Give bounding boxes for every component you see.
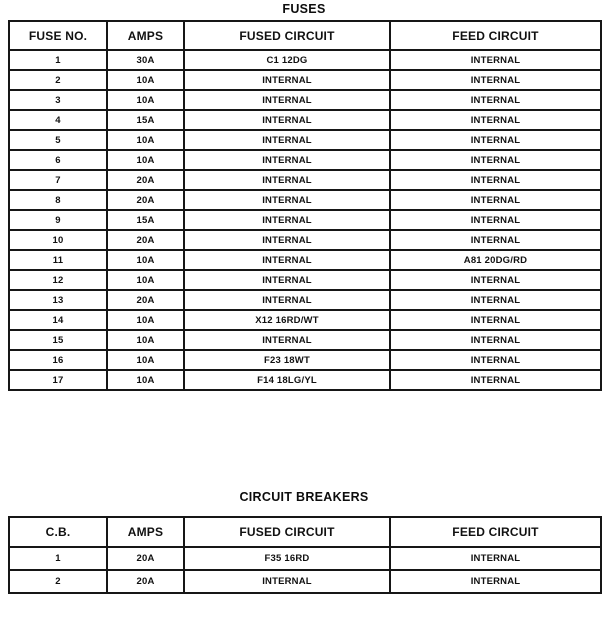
table-row [9,570,601,593]
table-cell: X12 16RD/WT [184,310,390,330]
table-cell: 20A [107,170,184,190]
table-cell: 14 [9,310,107,330]
table-cell: A81 20DG/RD [390,250,601,270]
table-cell: INTERNAL [184,210,390,230]
table-cell: 11 [9,250,107,270]
table-cell: 30A [107,50,184,70]
table-cell: INTERNAL [184,330,390,350]
circuit-breakers-table [8,516,602,594]
column-header: FEED CIRCUIT [390,517,601,547]
table-cell: 1 [9,50,107,70]
column-header: AMPS [107,21,184,50]
table-cell: INTERNAL [390,170,601,190]
table-cell: 20A [107,290,184,310]
table-row [9,70,601,90]
table-row [9,310,601,330]
table-row [9,210,601,230]
table-cell: INTERNAL [184,290,390,310]
fuses-table [8,20,602,391]
table-cell: 3 [9,90,107,110]
table-cell: INTERNAL [184,270,390,290]
column-header: C.B. [9,517,107,547]
table-cell: 8 [9,190,107,210]
table-cell: 10A [107,70,184,90]
table-cell: INTERNAL [390,290,601,310]
table-row [9,330,601,350]
table-cell: INTERNAL [390,570,601,593]
table-cell: F35 16RD [184,547,390,570]
table-cell: INTERNAL [184,90,390,110]
table-cell: 10A [107,130,184,150]
table-row [9,547,601,570]
table-cell: INTERNAL [390,270,601,290]
table-cell: INTERNAL [390,90,601,110]
table-cell: INTERNAL [390,50,601,70]
table-cell: 10A [107,150,184,170]
column-header: FUSED CIRCUIT [184,517,390,547]
table-cell: INTERNAL [184,70,390,90]
table-cell: 10A [107,270,184,290]
table-cell: INTERNAL [184,170,390,190]
table-cell: 20A [107,190,184,210]
table-cell: INTERNAL [390,190,601,210]
table-cell: 10A [107,330,184,350]
table-row [9,270,601,290]
table-cell: 9 [9,210,107,230]
table-cell: INTERNAL [390,150,601,170]
table-cell: INTERNAL [184,150,390,170]
table-cell: 20A [107,230,184,250]
table-cell: 16 [9,350,107,370]
table-row [9,350,601,370]
table-cell: 13 [9,290,107,310]
table-cell: 20A [107,570,184,593]
table-row [9,50,601,70]
table-cell: 10A [107,250,184,270]
table-cell: 10A [107,90,184,110]
table-cell: INTERNAL [184,570,390,593]
table-cell: 5 [9,130,107,150]
table-cell: 15A [107,110,184,130]
table-cell: 17 [9,370,107,390]
table-row [9,230,601,250]
table-cell: 20A [107,547,184,570]
table-cell: 2 [9,570,107,593]
table-row [9,150,601,170]
column-header: FUSED CIRCUIT [184,21,390,50]
table-cell: INTERNAL [390,130,601,150]
table-cell: INTERNAL [184,230,390,250]
circuit-breakers-title: CIRCUIT BREAKERS [239,490,369,504]
table-cell: F14 18LG/YL [184,370,390,390]
table-row [9,290,601,310]
table-cell: INTERNAL [390,547,601,570]
table-cell: INTERNAL [390,110,601,130]
table-cell: 12 [9,270,107,290]
table-cell: 10 [9,230,107,250]
table-row [9,90,601,110]
table-cell: 6 [9,150,107,170]
table-row [9,250,601,270]
table-cell: INTERNAL [390,350,601,370]
column-header: FEED CIRCUIT [390,21,601,50]
table-row [9,130,601,150]
table-cell: 15A [107,210,184,230]
table-cell: C1 12DG [184,50,390,70]
table-cell: INTERNAL [184,130,390,150]
table-cell: 10A [107,370,184,390]
table-row [9,370,601,390]
table-cell: F23 18WT [184,350,390,370]
header-row [9,21,601,50]
column-header: AMPS [107,517,184,547]
table-cell: 10A [107,310,184,330]
table-cell: INTERNAL [390,230,601,250]
table-cell: INTERNAL [390,330,601,350]
column-header: FUSE NO. [9,21,107,50]
table-cell: 1 [9,547,107,570]
table-cell: 4 [9,110,107,130]
header-row [9,517,601,547]
table-cell: 7 [9,170,107,190]
table-cell: INTERNAL [390,310,601,330]
fuses-title: FUSES [282,2,326,16]
table-row [9,190,601,210]
table-cell: INTERNAL [390,210,601,230]
table-cell: INTERNAL [184,110,390,130]
table-cell: INTERNAL [390,70,601,90]
table-cell: 10A [107,350,184,370]
table-cell: INTERNAL [390,370,601,390]
table-row [9,110,601,130]
table-cell: 15 [9,330,107,350]
table-row [9,170,601,190]
table-cell: INTERNAL [184,250,390,270]
table-cell: 2 [9,70,107,90]
table-cell: INTERNAL [184,190,390,210]
